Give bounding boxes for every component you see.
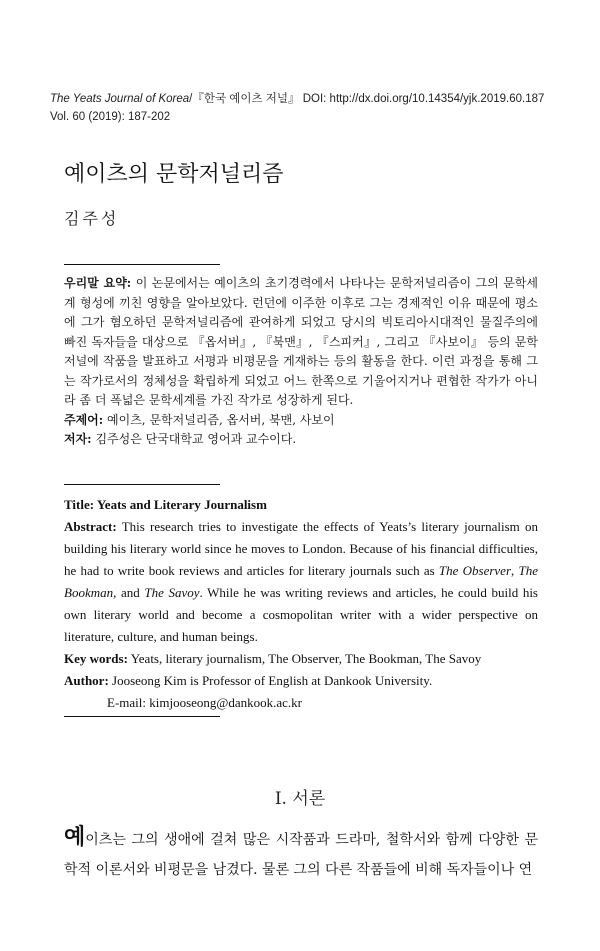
journal-bookman: The Bookman xyxy=(64,563,539,600)
english-keywords xyxy=(64,648,538,670)
korean-abstract-text: 이 논문에서는 예이츠의 초기경력에서 나타나는 문학저널리즘이 그의 문학세계 형성에 끼친 영향을 알아보았다. 런던에 이주한 이후로 그는 경제적인 이유 때문에 평소에 그가 혐오하던 문학저널리즘에 관여하게 되었고 당시의 빅토리아시대적인 물질주의에 빠진 독자들을 대상으로 『옵서버』, 『북맨』, 『스피커』, 그리고 『사보이』 등의 문학저널에 작품을 발표하고 서평과 비평문을 게재하는 등의 활동을 한다. 이런 과정을 통해 그는 작가로서의 정체성을 확립하게 되었고 어느 한쪽으로 기울어지거나 편협한 작가가 아니라 좀 더 폭넓은 문학세계를 가진 작가로 성장하게 된다. xyxy=(64,276,538,407)
journal-name: The Yeats Journal of Korea xyxy=(50,93,190,105)
english-title: Title: Yeats and Literary Journalism xyxy=(64,497,267,512)
korean-author xyxy=(64,430,538,450)
korean-keywords-label: 주제어: xyxy=(64,412,104,427)
doi-link[interactable]: DOI: http://dx.doi.org/10.14354/yjk.2019.60.187 xyxy=(299,93,545,105)
author-email[interactable]: E-mail: kimjooseong@dankook.ac.kr xyxy=(107,695,303,710)
korean-author-label: 저자: xyxy=(64,432,92,446)
divider-bottom xyxy=(64,716,220,717)
journal-observer: The Observer xyxy=(438,563,512,578)
divider-top xyxy=(64,264,220,265)
korean-abstract-block xyxy=(64,274,538,450)
english-author-label: Author: xyxy=(64,673,109,688)
body-paragraph xyxy=(64,822,538,885)
divider-middle xyxy=(64,484,220,485)
paper-title: 예이츠의 문학저널리즘 xyxy=(64,162,284,187)
korean-keywords-text: 예이츠, 문학저널리즘, 옵서버, 북맨, 사보이 xyxy=(103,412,335,427)
english-abstract-label: Abstract: xyxy=(64,519,117,534)
author-name: 김주성 xyxy=(64,209,120,228)
separator-2: , and xyxy=(113,585,145,600)
korean-abstract xyxy=(64,274,538,411)
korean-abstract-label: 우리말 요약: xyxy=(64,276,132,290)
english-abstract-text-2: . While he was writing reviews and articles, he could build his own literary world and become a cosmopolitan writer with a wider perspective on literature, culture, and human beings. xyxy=(64,585,538,644)
english-abstract xyxy=(64,516,538,648)
korean-author-text: 김주성은 단국대학교 영어과 교수이다. xyxy=(91,432,297,446)
english-author xyxy=(64,670,538,692)
volume-info: Vol. 60 (2019): 187-202 xyxy=(50,111,171,123)
separator-1: , xyxy=(511,563,519,578)
drop-cap: 예 xyxy=(64,824,86,850)
english-keywords-text: Yeats, literary journalism, The Observer, The Bookman, The Savoy xyxy=(127,651,482,666)
english-abstract-block xyxy=(64,494,538,714)
english-title-line xyxy=(64,494,538,516)
english-author-text: Jooseong Kim is Professor of English at Dankook University. xyxy=(108,673,433,688)
english-abstract-text-1: This research tries to investigate the effects of Yeats’s literary journalism on building his literary world since he moves to London. Because of his financial difficulties, he had to write book reviews and articles for literary journals such as xyxy=(64,519,538,578)
body-text: 이츠는 그의 생애에 걸쳐 많은 시작품과 드라마, 철학서와 함께 다양한 문학적 이론서와 비평문을 남겼다. 물론 그의 다른 작품들에 비해 독자들이나 연 xyxy=(64,832,538,878)
journal-savoy: The Savoy xyxy=(144,585,200,600)
citation-line xyxy=(50,90,570,108)
journal-name-korean: /『한국 예이츠 저널』 xyxy=(189,93,300,105)
section-heading: I. 서론 xyxy=(274,789,326,809)
korean-keywords xyxy=(64,411,538,431)
english-keywords-label: Key words: xyxy=(64,651,128,666)
journal-header xyxy=(50,90,570,126)
